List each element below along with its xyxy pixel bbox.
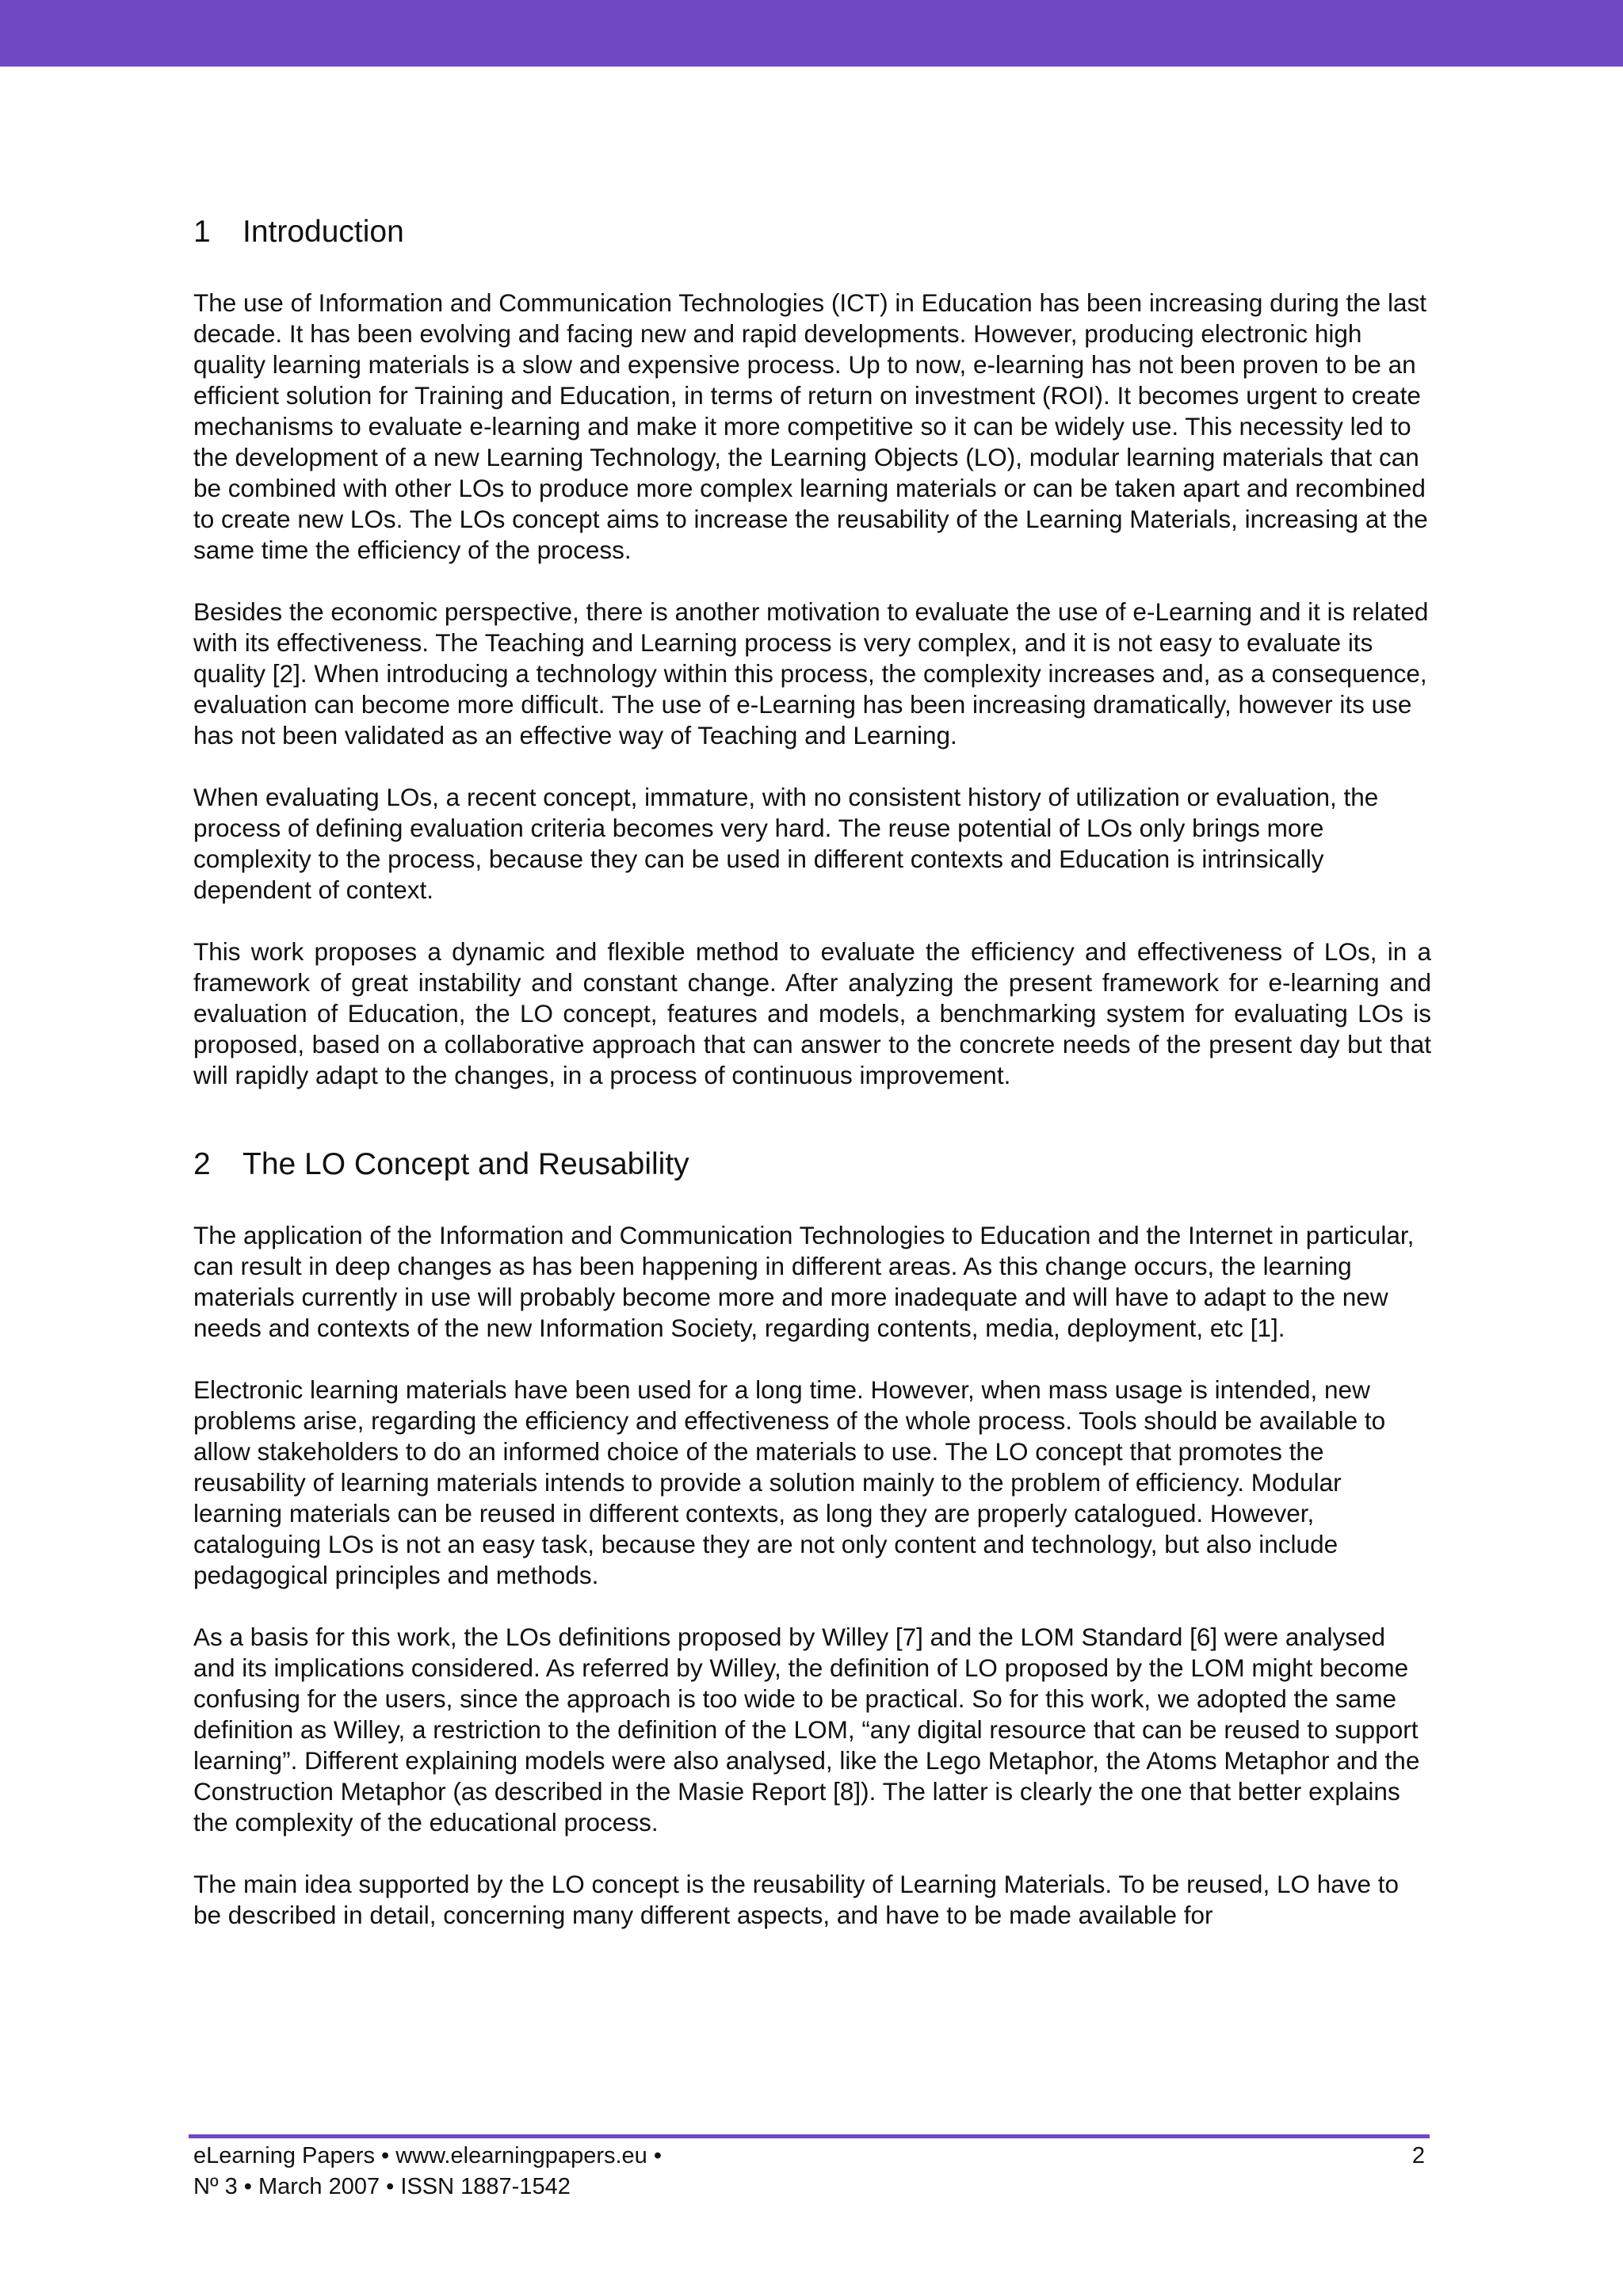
- paragraph: As a basis for this work, the LOs definitions proposed by Willey [7] and the LOM Standard [6] were analysed and its implications considered. As referred by Willey, the definition of LO proposed by the LOM might become confusing for the users, since the approach is too wide to be practical. So for this work, we adopted the same definition as Willey, a restriction to the definition of the LOM, “any digital resource that can be reused to support learning”. Different explaining models were also analysed, like the Lego Metaphor, the Atoms Metaphor and the Construction Metaphor (as described in the Masie Report [8]). The latter is clearly the one that better explains the complexity of the educational process.: [193, 1622, 1420, 1836]
- paragraph: Besides the economic perspective, there is another motivation to evaluate the use of e-Learning and it is related with its effectiveness. The Teaching and Learning process is very complex, and it is not easy to evaluate its quality [2]. When introducing a technology within this process, the complexity increases and, as a consequence, evaluation can become more difficult. The use of e-Learning has been increasing dramatically, however its use has not been validated as an effective way of Teaching and Learning.: [193, 597, 1429, 749]
- footer-journal-line: eLearning Papers • www.elearningpapers.eu •: [193, 2143, 663, 2168]
- page-number: 2: [1411, 2143, 1425, 2168]
- page-content: [193, 214, 1431, 1962]
- paragraph: This work proposes a dynamic and flexible method to evaluate the efficiency and effectiveness of LOs, in a framework of great instability and constant change. After analyzing the present framework for e-learning and evaluation of Education, the LO concept, features and models, a benchmarking system for evaluating LOs is proposed, based on a collaborative approach that can answer to the concrete needs of the present day but that will rapidly adapt to the changes, in a process of continuous improvement.: [193, 936, 1431, 1089]
- footer-divider: [189, 2134, 1430, 2138]
- paragraph: Electronic learning materials have been used for a long time. However, when mass usage is intended, new problems arise, regarding the efficiency and effectiveness of the whole process. Tools should be available to allow stakeholders to do an informed choice of the materials to use. The LO concept that promotes the reusability of learning materials intends to provide a solution mainly to the problem of efficiency. Modular learning materials can be reused in different contexts, as long they are properly catalogued. However, cataloguing LOs is not an easy task, because they are not only content and technology, but also include pedagogical principles and methods.: [193, 1375, 1386, 1589]
- paragraph: The use of Information and Communication Technologies (ICT) in Education has been increasing during the last decade. It has been evolving and facing new and rapid developments. However, producing electronic high quality learning materials is a slow and expensive process. Up to now, e-learning has not been proven to be an efficient solution for Training and Education, in terms of return on investment (ROI). It becomes urgent to create mechanisms to evaluate e-learning and make it more competitive so it can be widely use. This necessity led to the development of a new Learning Technology, the Learning Objects (LO), modular learning materials that can be combined with other LOs to produce more complex learning materials or can be taken apart and recombined to create new LOs. The LOs concept aims to increase the reusability of the Learning Materials, increasing at the same time the efficiency of the process.: [193, 288, 1428, 564]
- section-title: The LO Concept and Reusability: [242, 1146, 689, 1181]
- section-title: Introduction: [242, 215, 404, 249]
- header-band: [0, 0, 1623, 67]
- paragraph: The main idea supported by the LO concept is the reusability of Learning Materials. To be reused, LO have to be described in detail, concerning many different aspects, and have to be made available for: [193, 1869, 1400, 1929]
- section-number: 2: [193, 1146, 211, 1181]
- footer-citation: [193, 2141, 662, 2203]
- section-heading-introduction: [193, 214, 1431, 251]
- paragraph: The application of the Information and Communication Technologies to Education and the Internet in particular, can result in deep changes as has been happening in different areas. As this change occurs, the learning materials currently in use will probably become more and more inadequate and will have to adapt to the new needs and contexts of the new Information Society, regarding contents, media, deployment, etc [1].: [193, 1220, 1415, 1342]
- footer-issue-line: Nº 3 • March 2007 • ISSN 1887-1542: [193, 2174, 571, 2199]
- section-heading-lo-concept: [193, 1146, 1431, 1184]
- section-number: 1: [193, 215, 211, 249]
- paragraph: When evaluating LOs, a recent concept, immature, with no consistent history of utilization or evaluation, the process of defining evaluation criteria becomes very hard. The reuse potential of LOs only brings more complexity to the process, because they can be used in different contexts and Education is intrinsically dependent of context.: [193, 782, 1379, 904]
